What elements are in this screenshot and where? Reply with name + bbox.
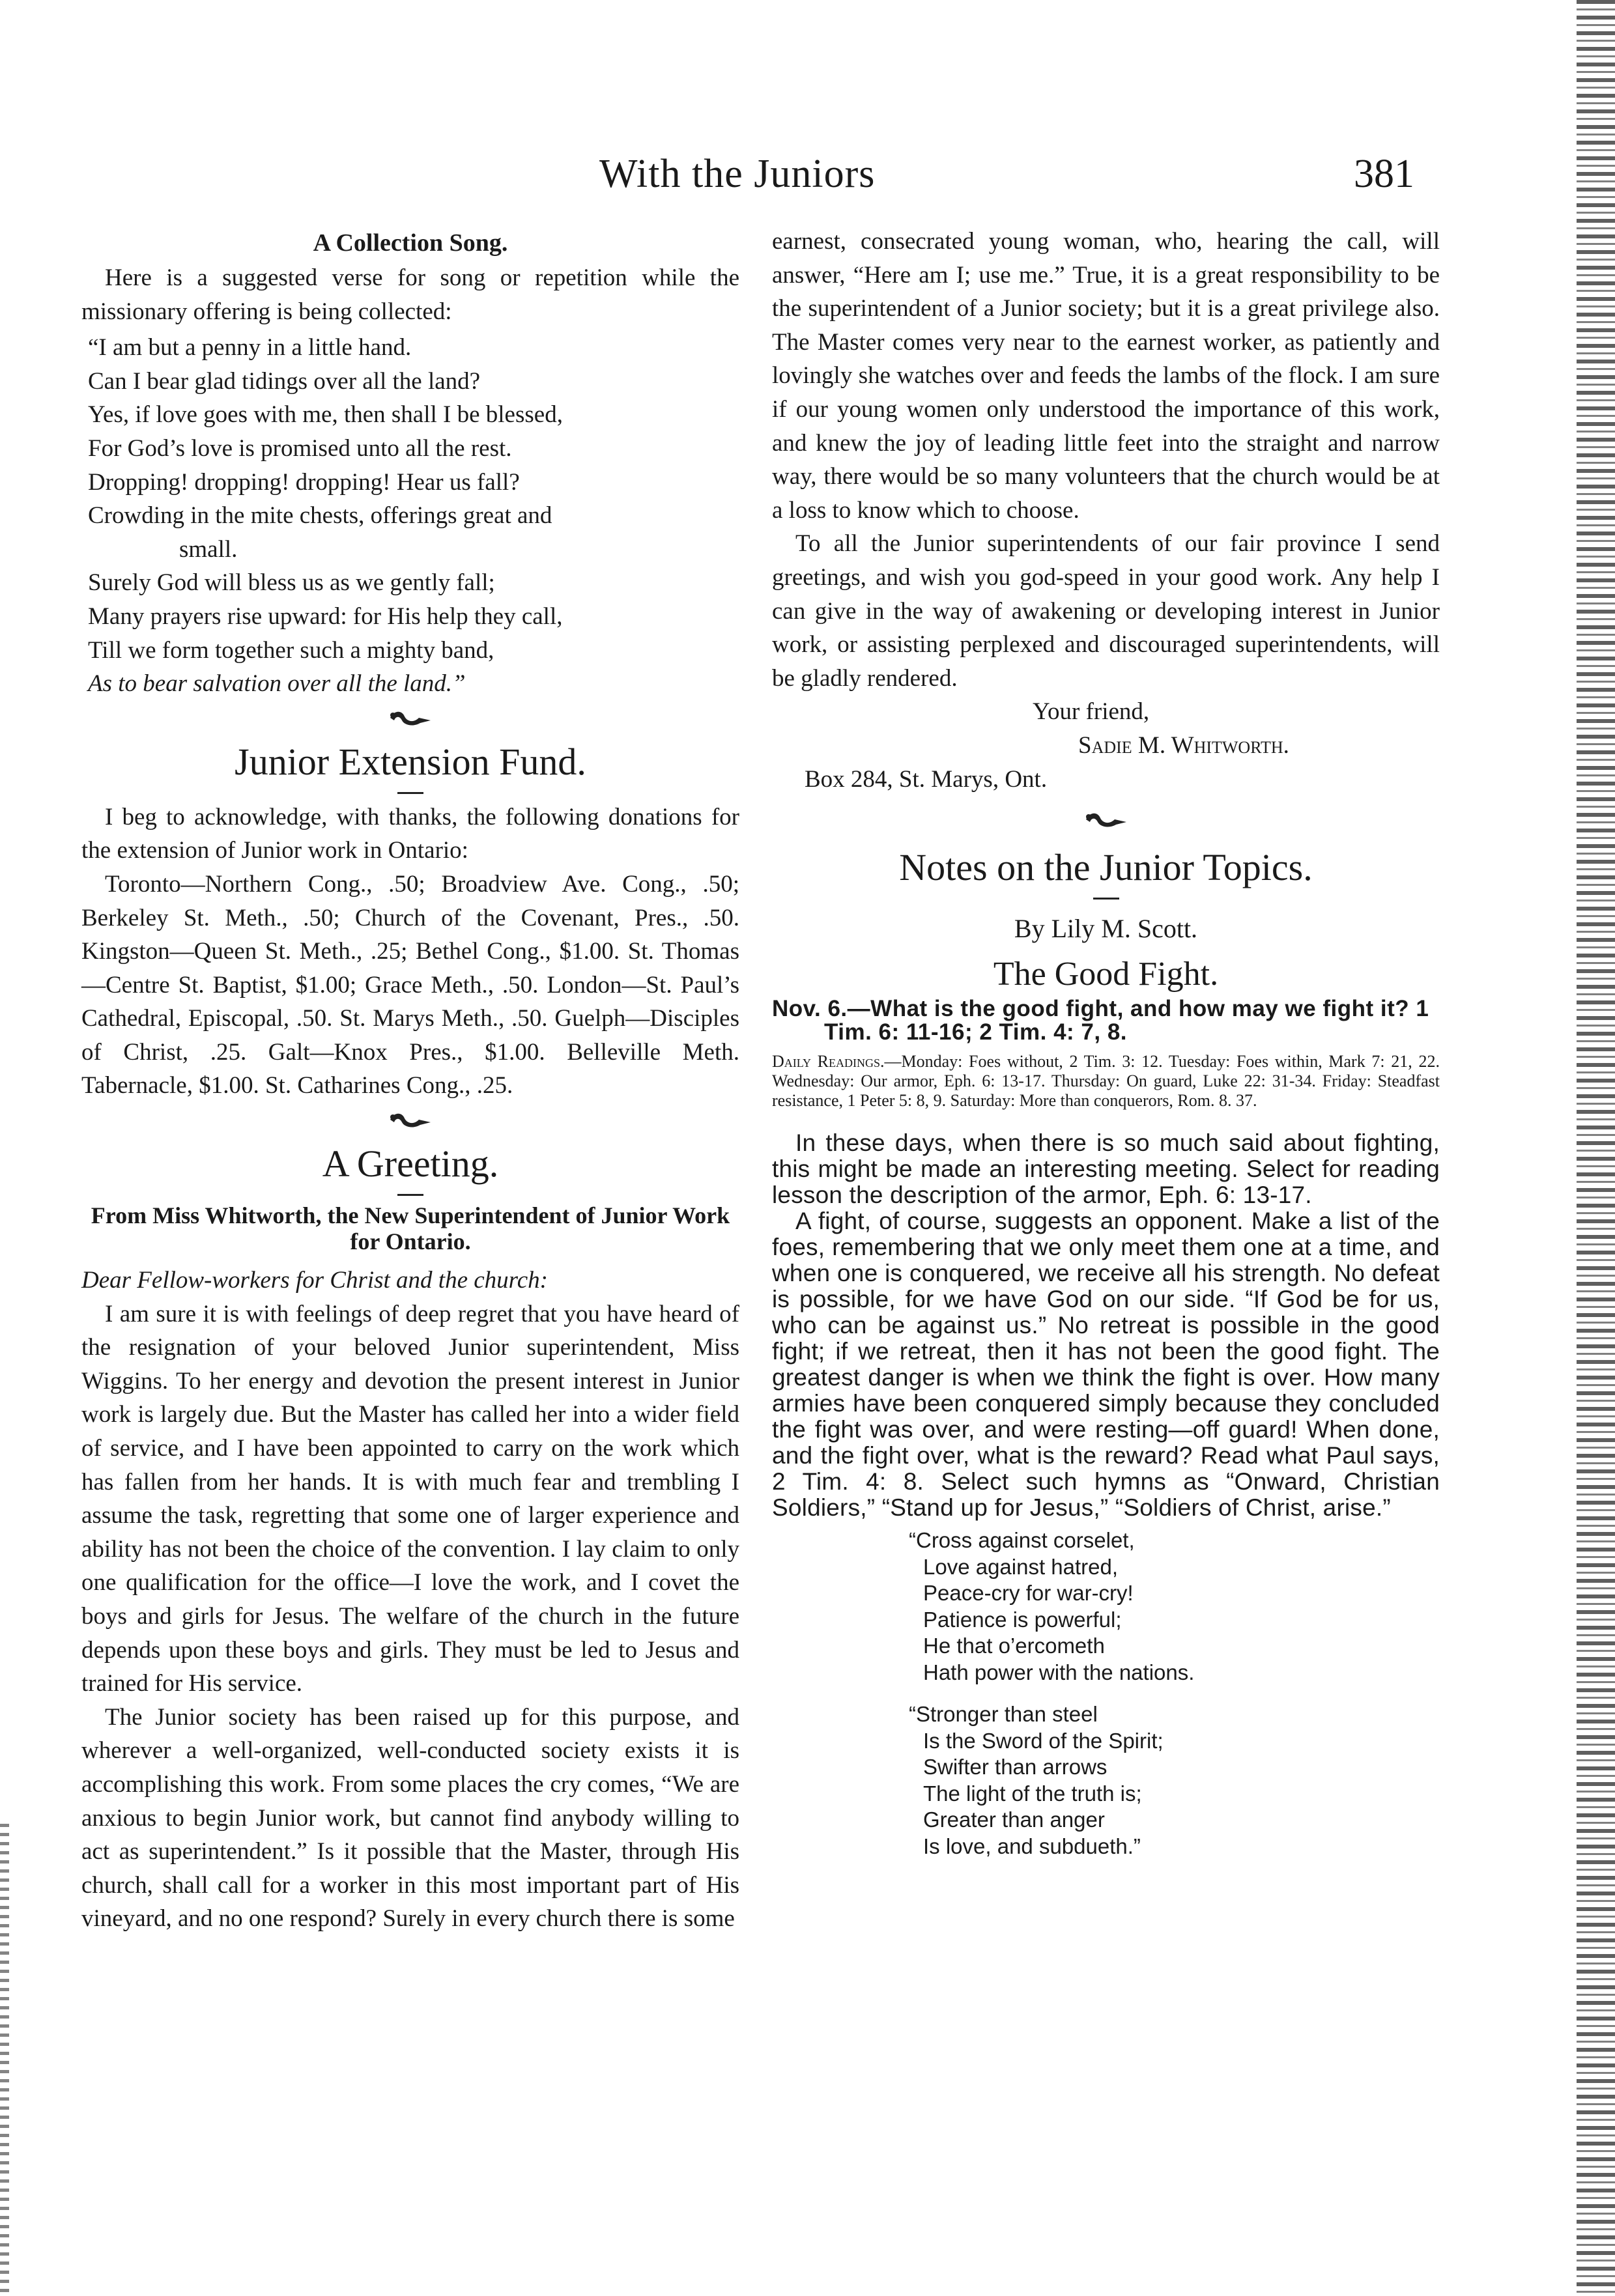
collection-song-intro: Here is a suggested verse for song or repetition while the missionary offering is being collected: (81, 264, 739, 325)
topic-lead: Nov. 6.—What is the good fight, and how may we fight it? 1 Tim. 6: 11-16; 2 Tim. 4: 7, 8. (772, 996, 1429, 1045)
extension-fund-heading: Junior Extension Fund. (235, 740, 586, 783)
heading-rule (397, 1194, 423, 1196)
verse-line: “Stronger than steel (909, 1702, 1098, 1727)
greeting-paragraph: The Junior society has been raised up for this purpose, and wherever a well-organized, well-conducted society exists it is accomplishing this work. From some places the cry comes, “We are anxious to begin Junior work, but cannot find anybody willing to act as superintendent.” Is it possible that the Master, through His church, shall call for a worker in this most important part of His vineyard, and no one respond? Surely in every church there is some (81, 1703, 739, 1933)
page-edge-scan-artifact (1577, 0, 1615, 2296)
verse-line: The light of the truth is; (923, 1781, 1142, 1806)
poem-line: For God’s love is promised unto all the rest. (88, 434, 512, 462)
poem-line: As to bear salvation over all the land.” (88, 670, 466, 698)
fleuron-icon (388, 1109, 433, 1129)
greeting-paragraph-continued: earnest, consecrated young woman, who, hearing the call, will answer, “Here am I; use me.” True, it is a great responsibility to be the superintendent of a Junior society; but it is a great privilege also. The Master comes very near to the earnest worker, as patiently and lovingly she watches over and feeds the lambs of the flock. I am sure if our young women only understood the importance of this work, and knew the joy of leading little feet into the straight and narrow way, there would be so many volunteers that the church would be at a loss to know which to choose. (772, 228, 1440, 524)
verse-block (772, 1527, 1440, 1860)
daily-readings-label: Daily Readings. (772, 1052, 885, 1071)
notes-byline: By Lily M. Scott. (1014, 914, 1198, 944)
notes-heading: Notes on the Junior Topics. (899, 846, 1313, 889)
right-column (772, 225, 1440, 1860)
greeting-section (81, 1138, 739, 1936)
section-ornament (772, 802, 1440, 835)
greeting-heading: A Greeting. (322, 1142, 499, 1185)
page-header (0, 151, 1577, 203)
page-number: 381 (1354, 152, 1414, 196)
poem-line: Dropping! dropping! dropping! Hear us fall? (88, 468, 520, 496)
collection-song-heading: A Collection Song. (313, 229, 508, 257)
collection-song-section (81, 225, 739, 701)
verse-line: “Cross against corselet, (909, 1528, 1135, 1553)
poem-line: Can I bear glad tidings over all the land? (88, 367, 481, 395)
poem-line: Many prayers rise upward: for His help they call, (88, 602, 563, 630)
notes-section (772, 842, 1440, 1860)
section-ornament (81, 701, 739, 733)
greeting-closing: Your friend, (1033, 698, 1150, 726)
poem-line: Crowding in the mite chests, offerings great and (88, 502, 552, 530)
heading-rule (1093, 898, 1119, 900)
left-column (81, 225, 739, 1936)
poem-line: small. (179, 535, 238, 563)
extension-fund-donations: Toronto—Northern Cong., .50; Broadview Ave. Cong., .50; Berkeley St. Meth., .50; Church of the Covenant, Pres., .50. Kingston—Queen St. Meth., .25; Bethel Cong., $1.00. St. Thomas—Centre St. Baptist, $1.00; Grace Meth., .50. London—St. Paul’s Cathedral, Episcopal, .50. St. Marys Meth., .50. Guelph—Disciples of Christ, .25. Galt—Knox Pres., $1.00. Belleville Meth. Tabernacle, $1.00. St. Catharines Cong., .25. (81, 870, 739, 1099)
fleuron-icon (1083, 809, 1129, 829)
daily-readings (772, 1052, 1440, 1111)
notes-paragraph: A fight, of course, suggests an opponent. Make a list of the foes, remembering that we only meet them one at a time, and when one is conquered, we receive all his strength. No defeat is possible, for we have God on our side. “If God be for us, who can be against us.” No retreat is possible in the good fight; if we retreat, then it has not been the good fight. The greatest danger is when we think the fight is over. How many armies have been conquered simply because they concluded the fight was over, and were resting—off guard! When done, and the fight over, what is the reward? Read what Paul says, 2 Tim. 4: 8. Select such hymns as “Onward, Christian Soldiers,” “Stand up for Jesus,” “Soldiers of Christ, arise.” (772, 1208, 1440, 1522)
poem-line: Surely God will bless us as we gently fall; (88, 569, 495, 597)
verse-line: Is the Sword of the Spirit; (923, 1728, 1164, 1753)
greeting-address: Box 284, St. Marys, Ont. (805, 765, 1048, 793)
section-ornament (81, 1103, 739, 1135)
extension-fund-section (81, 736, 739, 1103)
notes-paragraph: In these days, when there is so much said about fighting, this might be made an interesting meeting. Select for reading lesson the description of the armor, Eph. 6: 13-17. (772, 1129, 1440, 1209)
verse-line: Greater than anger (923, 1807, 1105, 1832)
fleuron-icon (388, 707, 433, 727)
verse-line: Swifter than arrows (923, 1755, 1108, 1779)
poem-line: Yes, if love goes with me, then shall I be blessed, (88, 401, 563, 429)
verse-line: Peace-cry for war-cry! (923, 1581, 1134, 1606)
extension-fund-intro: I beg to acknowledge, with thanks, the following donations for the extension of Junior work in Ontario: (81, 803, 739, 864)
greeting-paragraph: To all the Junior superintendents of our fair province I send greetings, and wish you god-speed in your good work. Any help I can give in the way of awakening or developing interest in Junior work, or assisting perplexed and discouraged superintendents, will be gladly rendered. (772, 530, 1440, 692)
verse-line: Hath power with the nations. (923, 1660, 1195, 1684)
greeting-subheading: From Miss Whitworth, the New Superintendent of Junior Work for Ontario. (91, 1202, 730, 1255)
verse-line: Love against hatred, (923, 1554, 1119, 1579)
daily-readings-text: —Monday: Foes without, 2 Tim. 3: 12. Tuesday: Foes within, Mark 7: 21, 22. Wednesday: Our armor, Eph. 6: 13-17. Thursday: On guard, Luke 22: 31-34. Friday: Steadfast resistance, 1 Peter 5: 8, 9. Saturday: More than conquerors, Rom. 8. 37. (772, 1052, 1440, 1111)
topic-title: The Good Fight. (993, 956, 1219, 993)
greeting-paragraph: I am sure it is with feelings of deep regret that you have heard of the resignation of your beloved Junior superintendent, Miss Wiggins. To her energy and devotion the present interest in Junior work is largely due. But the Master has called her into a wider field of service, and I have been appointed to carry on the work which has fallen from her hands. It is with much fear and trembling I assume the task, regretting that some one of larger experience and ability has not been the choice of the convention. I lay claim to only one qualification for the office—I love the work, and I covet the boys and girls for Jesus. The welfare of the church in the future depends upon these boys and girls. They must be led to Jesus and trained for His service. (81, 1300, 739, 1697)
verse-line: He that o’ercometh (923, 1634, 1105, 1658)
poem-line: Till we form together such a mighty band, (88, 636, 494, 664)
greeting-salutation: Dear Fellow-workers for Christ and the church: (81, 1267, 548, 1294)
heading-rule (397, 792, 423, 794)
verse-line: Patience is powerful; (923, 1607, 1122, 1632)
verse-line: Is love, and subdueth.” (923, 1834, 1141, 1858)
page-edge-scan-artifact-left (0, 1824, 9, 2296)
running-title: With the Juniors (599, 152, 876, 196)
greeting-signature: Sadie M. Whitworth. (1078, 731, 1289, 759)
poem-line: “I am but a penny in a little hand. (88, 334, 412, 361)
collection-song-poem (81, 331, 739, 701)
